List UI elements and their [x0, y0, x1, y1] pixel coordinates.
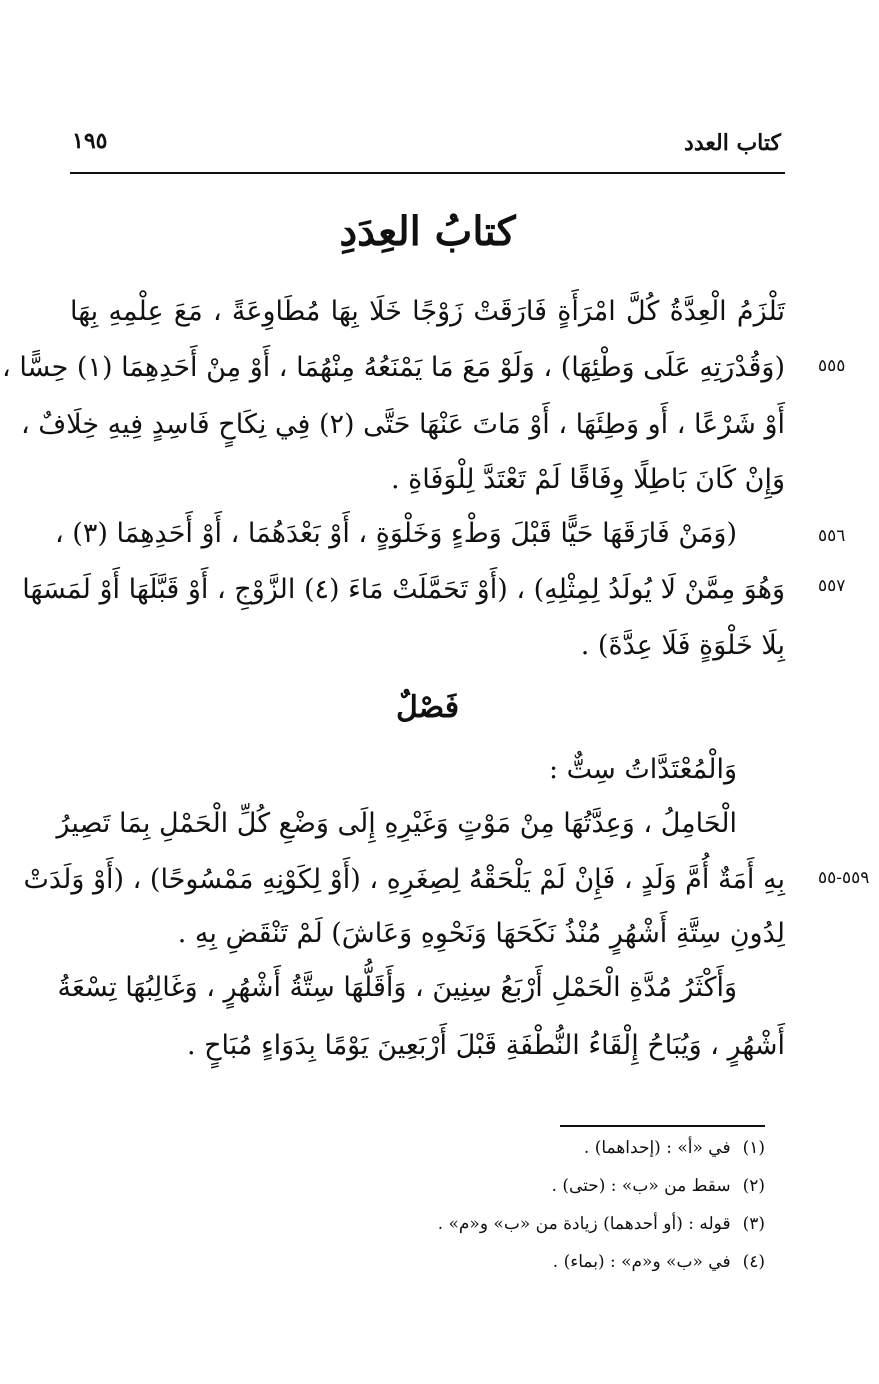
margin-reference-number: ٥٥٧ [818, 576, 846, 596]
footnote [300, 1248, 765, 1276]
margin-reference-number: ٥٥٥ [818, 356, 846, 376]
body-line: وَإِنْ كَانَ بَاطِلًا وِفَاقًا لَمْ تَعْتَدَّ لِلْوَفَاةِ . [390, 464, 785, 495]
body-line: (وَقُدْرَتِهِ عَلَى وَطْئِهَا) ، وَلَوْ مَعَ مَا يَمْنَعُهُ مِنْهُمَا ، أَوْ مِنْ أَحَدِهِمَا (١) حِسًّا ، [2, 352, 785, 383]
chapter-title: كتابُ العِدَدِ [339, 208, 516, 255]
body-line: أَشْهُرٍ ، وَيُبَاحُ إِلْقَاءُ النُّطْفَةِ قَبْلَ أَرْبَعِينَ يَوْمًا بِدَوَاءٍ مُبَاحٍ . [186, 1030, 785, 1061]
body-line: وَالْمُعْتَدَّاتُ سِتٌّ : [548, 754, 737, 785]
footnote-text: في «أ» : (إحداهما) . [583, 1138, 731, 1158]
running-header-title: كتاب العدد [684, 130, 781, 156]
margin-reference-number: ٥٥٩-٥٥ [818, 868, 870, 888]
footnote-text: قوله : (أو أحدهما) زيادة من «ب» و«م» . [437, 1214, 731, 1234]
running-header [70, 120, 785, 174]
footnote [300, 1210, 765, 1238]
footnote-separator [560, 1125, 765, 1127]
body-line: (وَمَنْ فَارَقَهَا حَيًّا قَبْلَ وَطْءٍ وَخَلْوَةٍ ، أَوْ بَعْدَهُمَا ، أَوْ أَحَدِهِمَا (٣) ، [55, 518, 737, 549]
body-line: بِلَا خَلْوَةٍ فَلَا عِدَّةَ) . [580, 630, 785, 661]
page-number: ١٩٥ [72, 128, 108, 154]
margin-reference-number: ٥٥٦ [818, 526, 846, 546]
section-heading: فَصْلٌ [395, 690, 460, 725]
body-line: أَوْ شَرْعًا ، أَو وَطِئَهَا ، أَوْ مَاتَ عَنْهَا حَتَّى (٢) فِي نِكَاحٍ فَاسِدٍ فِيهِ خِلَافٌ ، [21, 409, 785, 440]
body-line: لِدُونِ سِتَّةِ أَشْهُرٍ مُنْذُ نَكَحَهَا وَنَحْوِهِ وَعَاشَ) لَمْ تَنْقَضِ بِهِ . [177, 918, 785, 949]
footnote-marker: (٣) [742, 1214, 765, 1234]
footnote-marker: (١) [742, 1138, 765, 1158]
footnote [300, 1134, 765, 1162]
body-line: تَلْزَمُ الْعِدَّةُ كُلَّ امْرَأَةٍ فَارَقَتْ زَوْجًا خَلَا بِهَا مُطَاوِعَةً ، مَعَ عِلْمِهِ بِهَا [70, 296, 785, 327]
footnote [300, 1172, 765, 1200]
body-line: الْحَامِلُ ، وَعِدَّتُهَا مِنْ مَوْتٍ وَغَيْرِهِ إِلَى وَضْعِ كُلِّ الْحَمْلِ بِمَا تَصِيرُ [56, 808, 737, 839]
body-line: وَهُوَ مِمَّنْ لَا يُولَدُ لِمِثْلِهِ) ، (أَوْ تَحَمَّلَتْ مَاءَ (٤) الزَّوْجِ ، أَوْ قَبَّلَهَا أَوْ لَمَسَهَا [22, 574, 785, 605]
footnote-marker: (٢) [742, 1176, 765, 1196]
body-line: وَأَكْثَرُ مُدَّةِ الْحَمْلِ أَرْبَعُ سِنِينَ ، وَأَقَلُّهَا سِتَّةُ أَشْهُرٍ ، وَغَالِبُهَا تِسْعَةُ [57, 972, 737, 1003]
footnote-text: سقط من «ب» : (حتى) . [551, 1176, 731, 1196]
footnote-marker: (٤) [742, 1252, 765, 1272]
body-line: بِهِ أَمَةٌ أُمَّ وَلَدٍ ، فَإِنْ لَمْ يَلْحَقْهُ لِصِغَرِهِ ، (أَوْ لِكَوْنِهِ مَمْسُوحًا) ، (أَوْ وَلَدَتْ [23, 864, 785, 895]
footnote-text: في «ب» و«م» : (بماء) . [552, 1252, 731, 1272]
